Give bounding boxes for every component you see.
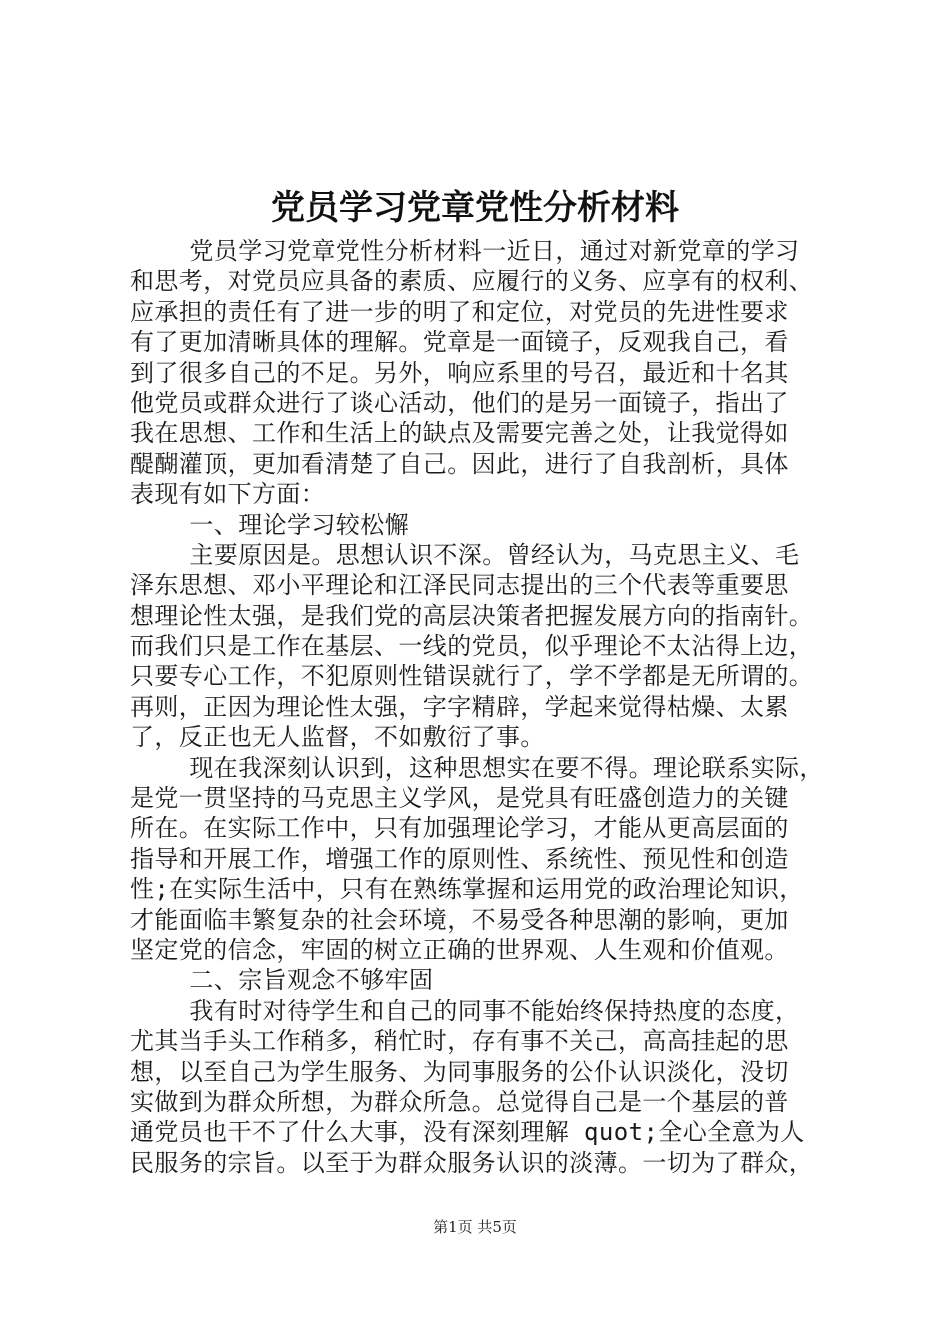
section-heading: 一、理论学习较松懈 bbox=[130, 510, 409, 539]
page-footer: 第1页 共5页 bbox=[433, 1218, 517, 1236]
body-line: 实做到为群众所想，为群众所急。总觉得自己是一个基层的普 bbox=[130, 1087, 789, 1116]
body-line: 到了很多自己的不足。另外，响应系里的号召，最近和十名其 bbox=[130, 358, 789, 387]
body-line: 坚定党的信念，牢固的树立正确的世界观、人生观和价值观。 bbox=[130, 935, 789, 964]
body-line: 我在思想、工作和生活上的缺点及需要完善之处，让我觉得如 bbox=[130, 419, 789, 448]
body-line: 有了更加清晰具体的理解。党章是一面镜子，反观我自己，看 bbox=[130, 328, 789, 357]
body-line: 通党员也干不了什么大事，没有深刻理解 quot;全心全意为人 bbox=[130, 1118, 805, 1147]
body-line: 只要专心工作，不犯原则性错误就行了，学不学都是无所谓的。 bbox=[130, 662, 814, 691]
body-line: 想理论性太强，是我们党的高层决策者把握发展方向的指南针。 bbox=[130, 601, 814, 630]
body-line: 党员学习党章党性分析材料一近日，通过对新党章的学习 bbox=[130, 237, 800, 265]
body-line: 了，反正也无人监督，不如敷衍了事。 bbox=[130, 723, 545, 752]
body-line: 和思考，对党员应具备的素质、应履行的义务、应享有的权利、 bbox=[130, 267, 814, 296]
body-line: 泽东思想、邓小平理论和江泽民同志提出的三个代表等重要思 bbox=[130, 571, 789, 600]
body-line: 醍醐灌顶，更加看清楚了自己。因此，进行了自我剖析，具体 bbox=[130, 449, 789, 478]
section-heading: 二、宗旨观念不够牢固 bbox=[130, 966, 434, 995]
body-line: 表现有如下方面： bbox=[130, 480, 326, 509]
body-line: 民服务的宗旨。以至于为群众服务认识的淡薄。一切为了群众， bbox=[130, 1148, 814, 1177]
body-line: 他党员或群众进行了谈心活动，他们的是另一面镜子，指出了 bbox=[130, 388, 789, 417]
body-line: 主要原因是。思想认识不深。曾经认为，马克思主义、毛 bbox=[130, 540, 800, 569]
body-line: 是党一贯坚持的马克思主义学风，是党具有旺盛创造力的关键 bbox=[130, 784, 789, 813]
body-line: 应承担的责任有了进一步的明了和定位，对党员的先进性要求 bbox=[130, 297, 789, 326]
body-line: 所在。在实际工作中，只有加强理论学习，才能从更高层面的 bbox=[130, 814, 789, 843]
body-line: 性;在实际生活中，只有在熟练掌握和运用党的政治理论知识， bbox=[130, 875, 804, 904]
body-line: 而我们只是工作在基层、一线的党员，似乎理论不太沾得上边， bbox=[130, 632, 814, 661]
body-line: 尤其当手头工作稍多，稍忙时，存有事不关己，高高挂起的思 bbox=[130, 1027, 789, 1056]
body-line: 才能面临丰繁复杂的社会环境，不易受各种思潮的影响，更加 bbox=[130, 905, 789, 934]
body-line: 现在我深刻认识到，这种思想实在要不得。理论联系实际， bbox=[130, 753, 824, 782]
body-line: 我有时对待学生和自己的同事不能始终保持热度的态度， bbox=[130, 996, 800, 1025]
body-line: 指导和开展工作，增强工作的原则性、系统性、预见性和创造 bbox=[130, 844, 789, 873]
body-line: 再则，正因为理论性太强，字字精辟，学起来觉得枯燥、太累 bbox=[130, 692, 789, 721]
document-title: 党员学习党章党性分析材料 bbox=[271, 188, 679, 228]
body-line: 想，以至自己为学生服务、为同事服务的公仆认识淡化，没切 bbox=[130, 1057, 789, 1086]
document-body bbox=[130, 236, 830, 1178]
